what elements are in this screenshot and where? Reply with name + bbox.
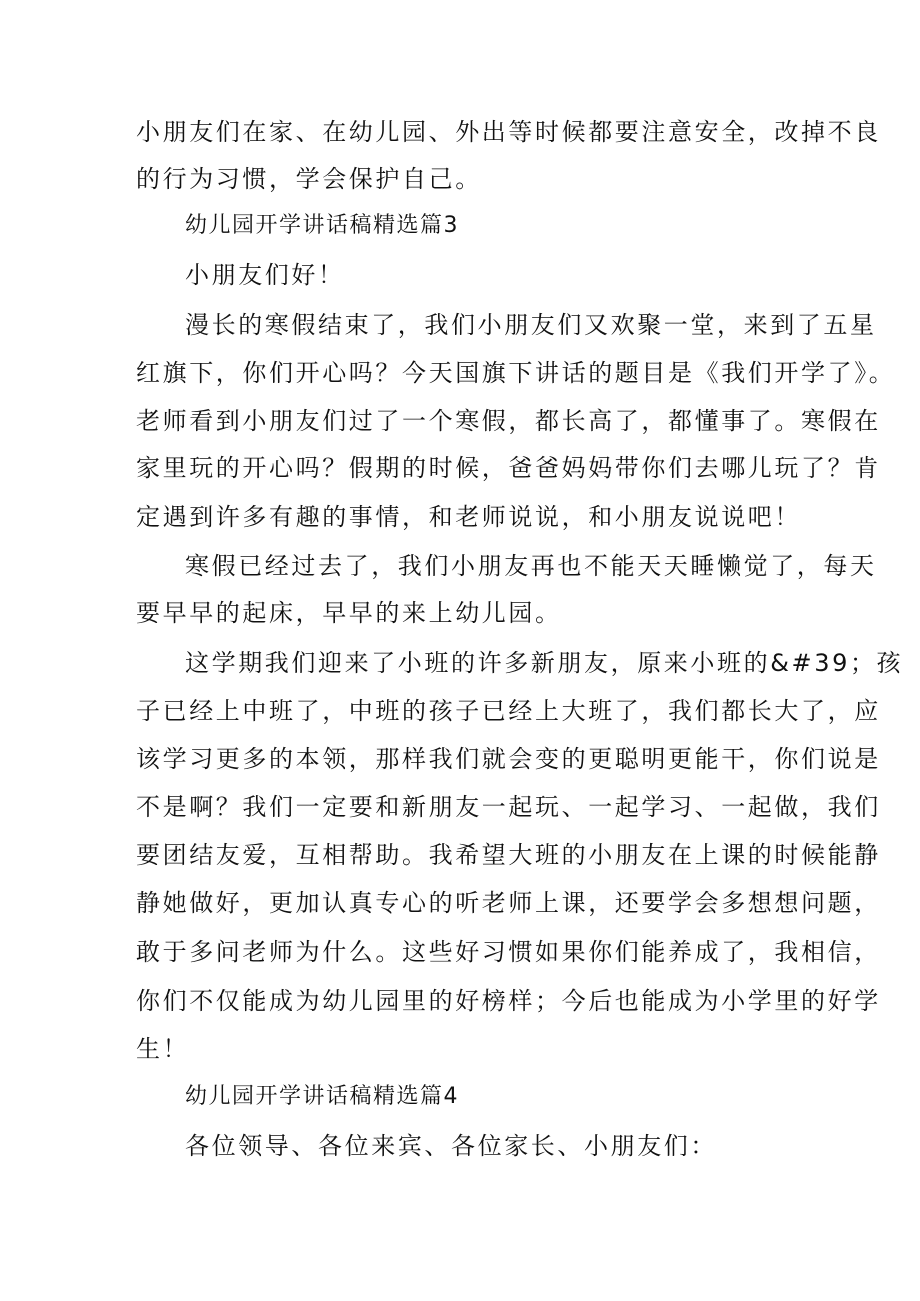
salutation-line: 各位领导、各位来宾、各位家长、小朋友们： xyxy=(185,1132,717,1160)
paragraph-line: 该学习更多的本领，那样我们就会变的更聪明更能干，你们说是 xyxy=(136,745,881,773)
paragraph-line: 漫长的寒假结束了，我们小朋友们又欢聚一堂，来到了五星 xyxy=(185,311,877,339)
paragraph-line: 要早早的起床，早早的来上幼儿园。 xyxy=(136,599,562,627)
paragraph-line: 定遇到许多有趣的事情，和老师说说，和小朋友说说吧！ xyxy=(136,503,801,531)
section-heading: 幼儿园开学讲话稿精选篇3 xyxy=(185,213,459,238)
paragraph-line: 寒假已经过去了，我们小朋友再也不能天天睡懒觉了，每天 xyxy=(185,552,877,580)
paragraph-line: 子已经上中班了，中班的孩子已经上大班了，我们都长大了，应 xyxy=(136,697,881,725)
paragraph-line: 敢于多问老师为什么。这些好习惯如果你们能养成了，我相信， xyxy=(136,938,881,966)
greeting-line: 小朋友们好！ xyxy=(185,261,345,289)
section-heading: 幼儿园开学讲话稿精选篇4 xyxy=(185,1084,459,1109)
paragraph-line: 家里玩的开心吗？假期的时候，爸爸妈妈带你们去哪儿玩了？肯 xyxy=(136,454,881,482)
paragraph-line: 老师看到小朋友们过了一个寒假，都长高了，都懂事了。寒假在 xyxy=(136,407,881,435)
paragraph-line: 生！ xyxy=(136,1035,190,1063)
paragraph-line: 你们不仅能成为幼儿园里的好榜样；今后也能成为小学里的好学 xyxy=(136,987,881,1015)
paragraph-line: 要团结友爱，互相帮助。我希望大班的小朋友在上课的时候能静 xyxy=(136,841,881,869)
paragraph-line: 不是啊？我们一定要和新朋友一起玩、一起学习、一起做，我们 xyxy=(136,793,881,821)
paragraph-line: 小朋友们在家、在幼儿园、外出等时候都要注意安全，改掉不良 xyxy=(136,118,881,146)
paragraph-line: 静她做好，更加认真专心的听老师上课，还要学会多想想问题， xyxy=(136,889,881,917)
paragraph-line: 这学期我们迎来了小班的许多新朋友，原来小班的&#39；孩 xyxy=(185,649,904,677)
paragraph-line: 的行为习惯，学会保护自己。 xyxy=(136,165,482,193)
paragraph-line: 红旗下，你们开心吗？今天国旗下讲话的题目是《我们开学了》。 xyxy=(136,359,896,387)
